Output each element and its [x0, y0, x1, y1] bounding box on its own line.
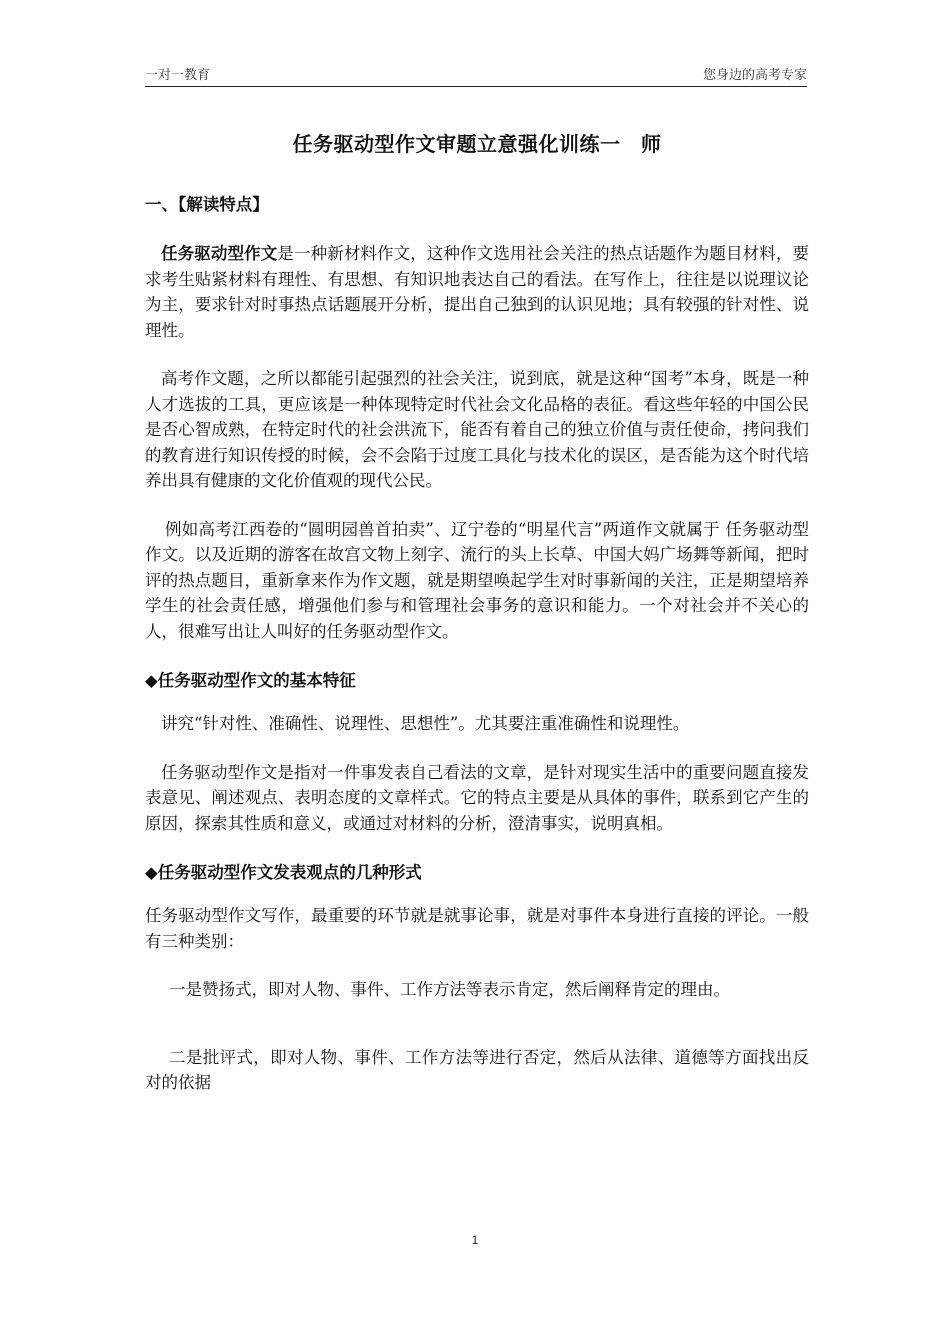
document-body	[145, 128, 809, 1119]
section-heading-basic-features: ◆任务驱动型作文的基本特征	[145, 671, 356, 690]
paragraph-gaokao: 高考作文题，之所以都能引起强烈的社会关注，说到底，就是这种“国考”本身，既是一种人才选拔的工具，更应该是一种体现特定时代社会文化品格的表征。看这些年轻的中国公民是否心智成熟，在特定时代的社会洪流下，能否有着自己的独立价值与责任使命，拷问我们的教育进行知识传授的时候，会不会陷于过度工具化与技术化的误区，是否能为这个时代培养出具有健康的文化价值观的现代公民。	[145, 369, 809, 490]
paragraph-definition: 任务驱动型作文是指对一件事发表自己看法的文章，是针对现实生活中的重要问题直接发表意见、阐述观点、表明态度的文章样式。它的特点主要是从具体的事件，联系到它产生的原因，探索其性质和意义，或通过对材料的分析，澄清事实，说明真相。	[145, 762, 809, 833]
paragraph-praise-form: 一是赞扬式，即对人物、事件、工作方法等表示肯定，然后阐释肯定的理由。	[169, 980, 730, 999]
paragraph-emphasis: 讲究“针对性、准确性、说理性、思想性”。尤其要注重准确性和说理性。	[161, 714, 690, 733]
paragraph-intro	[145, 241, 809, 343]
paragraph-intro-bold-term: 任务驱动型作文	[161, 244, 278, 263]
page-header	[145, 66, 807, 87]
document-title: 任务驱动型作文审题立意强化训练一 师	[292, 132, 662, 156]
page-number: 1	[471, 1233, 479, 1247]
paragraph-forms-intro: 任务驱动型作文写作，最重要的环节就是就事论事，就是对事件本身进行直接的评论。一般有三种类别：	[145, 906, 809, 951]
paragraph-examples: 例如高考江西卷的“圆明园兽首拍卖”、辽宁卷的“明星代言”两道作文就属于 任务驱动型作文。以及近期的游客在故宫文物上刻字、流行的头上长草、中国大妈广场舞等新闻，把时评的热点题目，重新拿来作为作文题，就是期望唤起学生对时事新闻的关注，正是期望培养学生的社会责任感，增强他们参与和管理社会事务的意识和能力。一个对社会并不关心的人，很难写出让人叫好的任务驱动型作文。	[145, 519, 809, 641]
header-right-text: 您身边的高考专家	[702, 68, 807, 83]
paragraph-criticism-form: 二是批评式，即对人物、事件、工作方法等进行否定，然后从法律、道德等方面找出反对的依据	[145, 1047, 809, 1092]
section-heading-features: 一、【解读特点】	[145, 195, 269, 214]
paragraph-intro-text: 是一种新材料作文，这种作文选用社会关注的热点话题作为题目材料，要求考生贴紧材料有理性、有思想、有知识地表达自己的看法。在写作上，往往是以说理议论为主，要求针对时事热点话题展开分析，提出自己独到的认识见地；具有较强的针对性、说理性。	[145, 244, 810, 340]
header-left-text: 一对一教育	[145, 68, 211, 83]
section-heading-forms: ◆任务驱动型作文发表观点的几种形式	[145, 863, 422, 882]
